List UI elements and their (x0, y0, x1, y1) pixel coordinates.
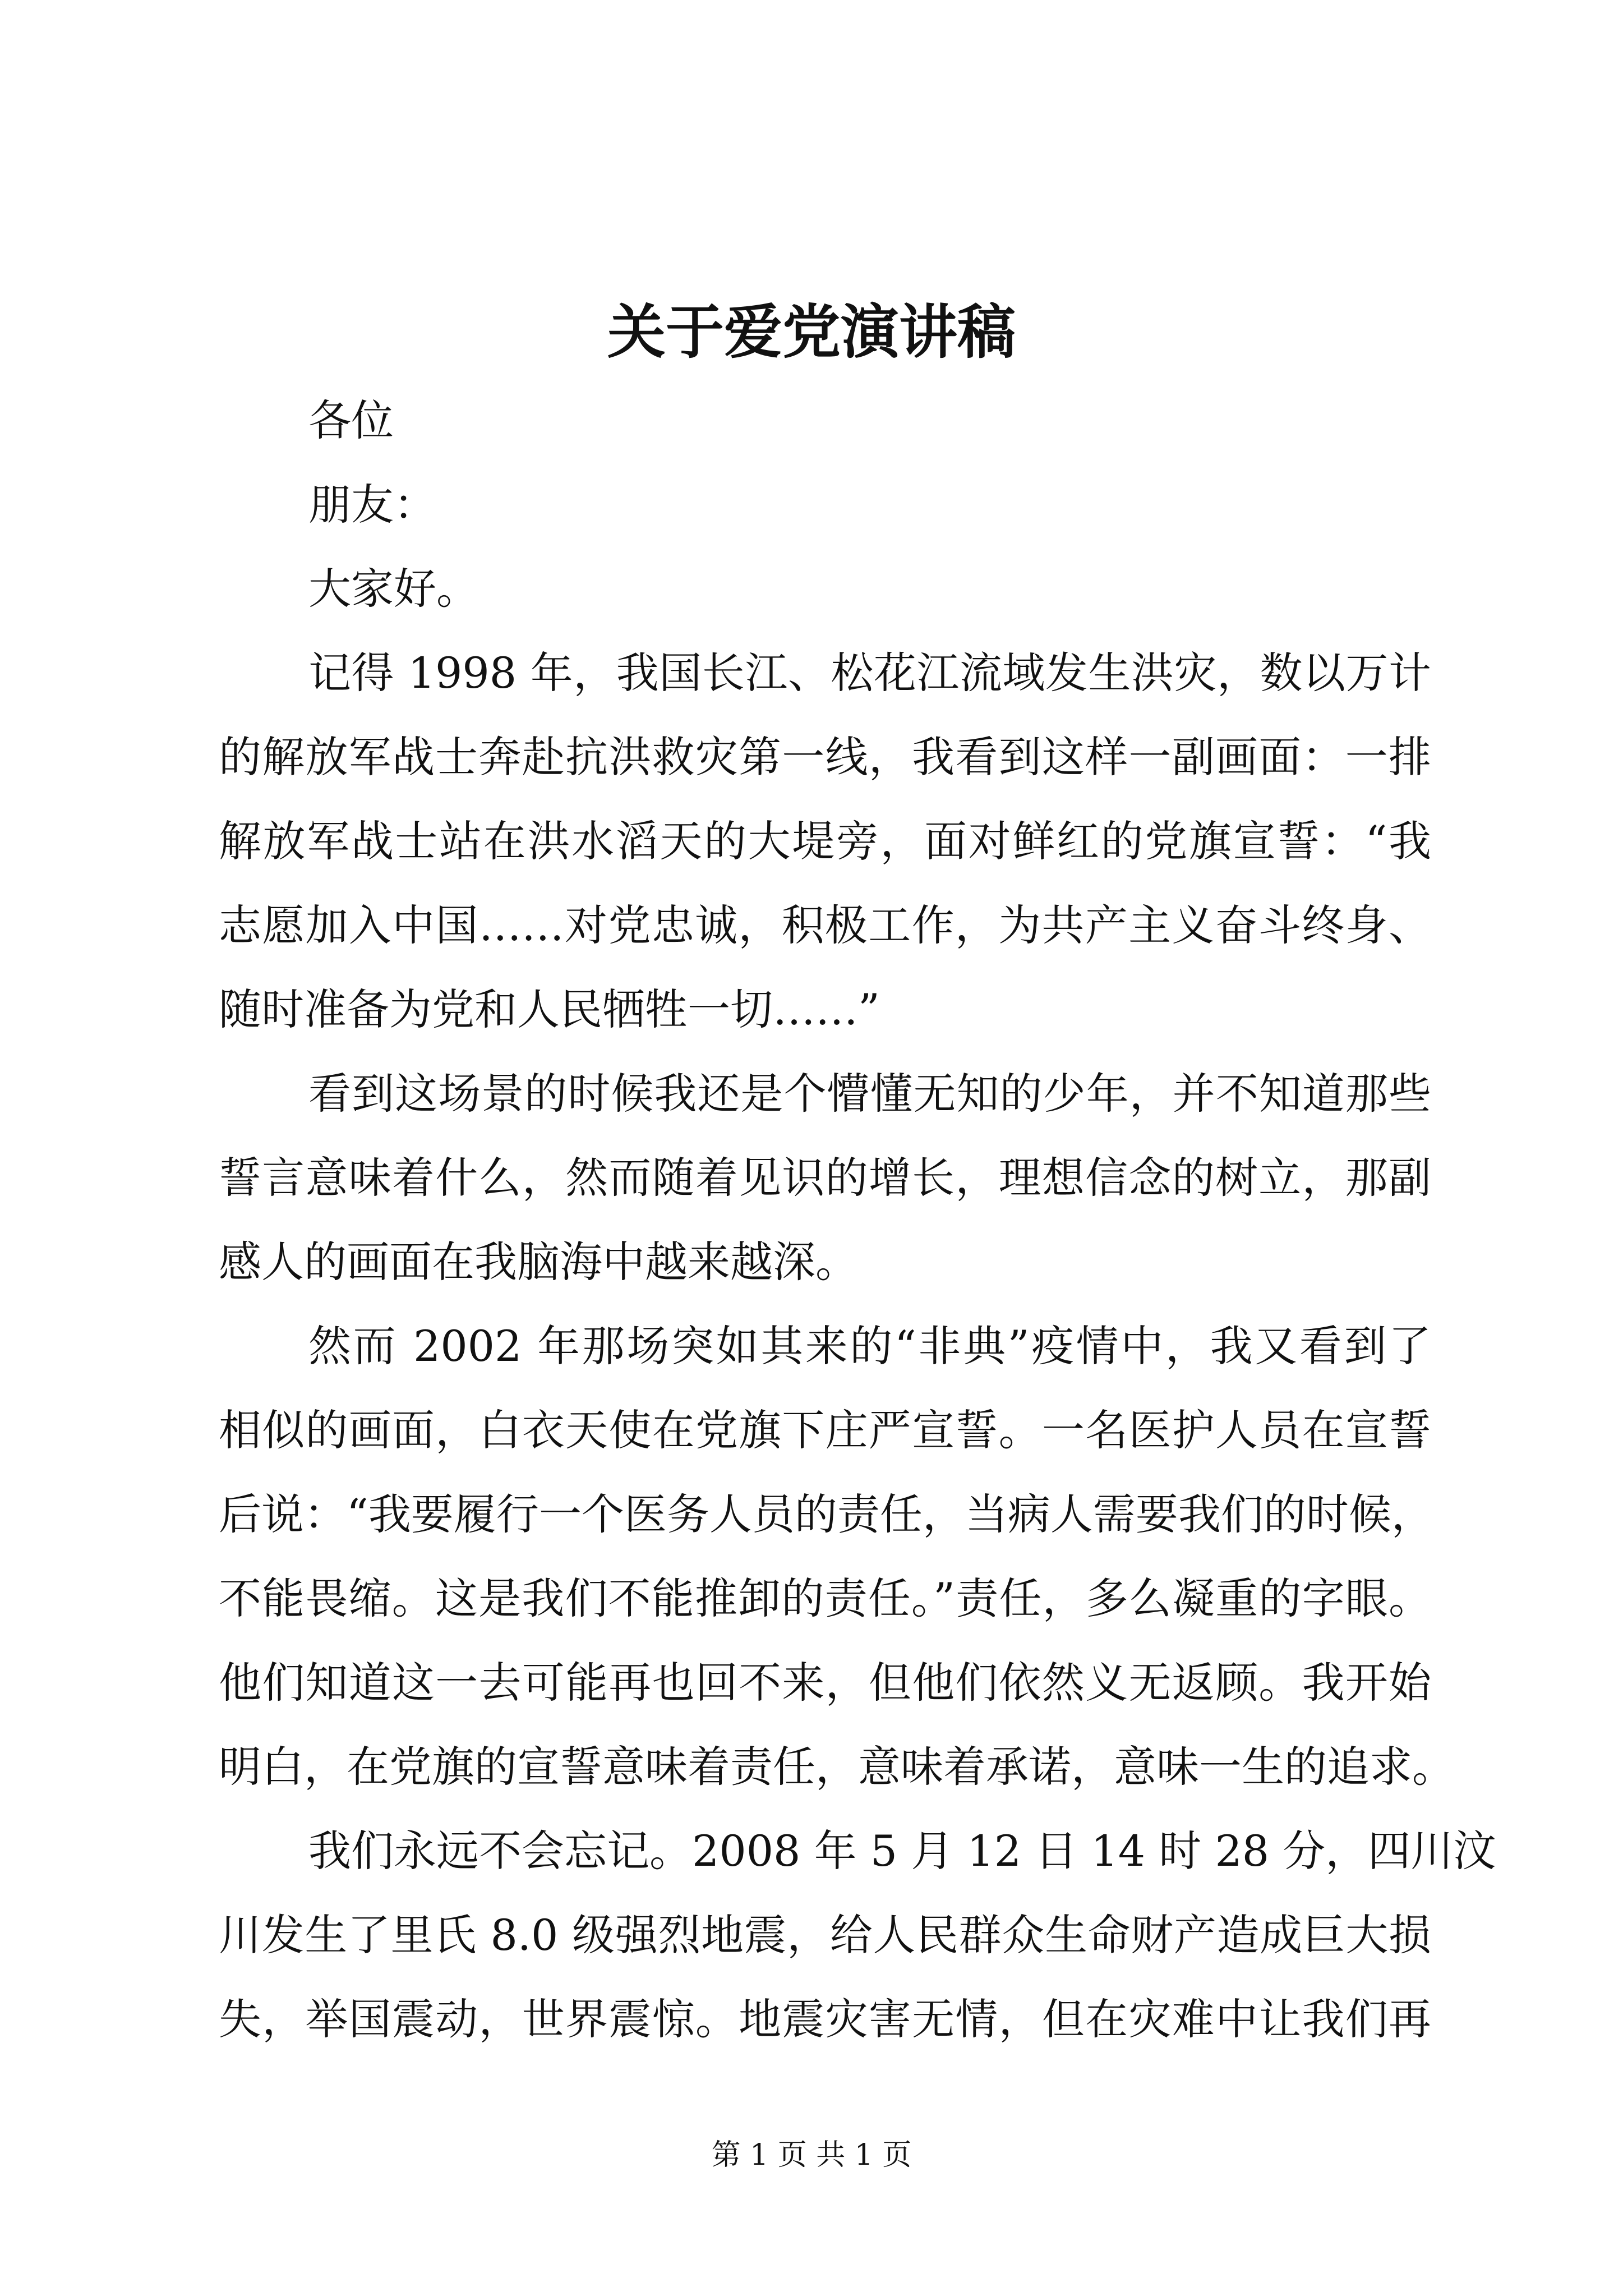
paragraph (219, 1052, 1431, 1304)
text-line: 誓言意味着什么，然而随着见识的增长，理想信念的树立，那副 (219, 1153, 1431, 1203)
text-line: 相似的画面，白衣天使在党旗下庄严宣誓。一名医护人员在宣誓 (219, 1405, 1431, 1455)
text-line: 失，举国震动，世界震惊。地震灾害无情，但在灾难中让我们再 (219, 1994, 1431, 2044)
paragraph (219, 463, 1431, 547)
text-line: 大家好。 (308, 564, 479, 614)
text-line: 他们知道这一去可能再也回不来，但他们依然义无返顾。我开始 (219, 1658, 1431, 1708)
paragraph (219, 379, 1431, 463)
text-line: 志愿加入中国……对党忠诚，积极工作，为共产主义奋斗终身、 (219, 900, 1431, 950)
text-line: 后说：“我要履行一个医务人员的责任，当病人需要我们的时候， (219, 1489, 1434, 1539)
paragraph (219, 631, 1431, 1052)
text-line: 川发生了里氏 8.0 级强烈地震，给人民群众生命财产造成巨大损 (219, 1910, 1431, 1960)
document-body (219, 379, 1496, 2062)
text-line: 随时准备为党和人民牺牲一切……” (219, 984, 880, 1034)
text-line: 明白，在党旗的宣誓意味着责任，意味着承诺，意味一生的追求。 (219, 1742, 1455, 1792)
text-line: 然而 2002 年那场突如其来的“非典”疫情中，我又看到了 (308, 1321, 1431, 1371)
text-line: 不能畏缩。这是我们不能推卸的责任。”责任，多么凝重的字眼。 (219, 1573, 1431, 1623)
paragraph (219, 1809, 1496, 2062)
text-line: 解放军战士站在洪水滔天的大堤旁，面对鲜红的党旗宣誓：“我 (219, 816, 1431, 866)
text-line: 感人的画面在我脑海中越来越深。 (219, 1237, 858, 1287)
text-line: 我们永远不会忘记。2008 年 5 月 12 日 14 时 28 分，四川汶 (308, 1826, 1496, 1876)
paragraph (219, 1304, 1455, 1809)
paragraph (219, 547, 1431, 631)
text-line: 朋友： (308, 480, 436, 530)
text-line: 各位 (308, 395, 394, 445)
document-title: 关于爱党演讲稿 (607, 297, 1016, 366)
text-line: 看到这场景的时候我还是个懵懂无知的少年，并不知道那些 (308, 1069, 1431, 1119)
text-line: 记得 1998 年，我国长江、松花江流域发生洪灾，数以万计 (308, 648, 1431, 698)
text-line: 的解放军战士奔赴抗洪救灾第一线，我看到这样一副画面：一排 (219, 732, 1431, 782)
page-footer: 第 1 页 共 1 页 (711, 2138, 912, 2172)
